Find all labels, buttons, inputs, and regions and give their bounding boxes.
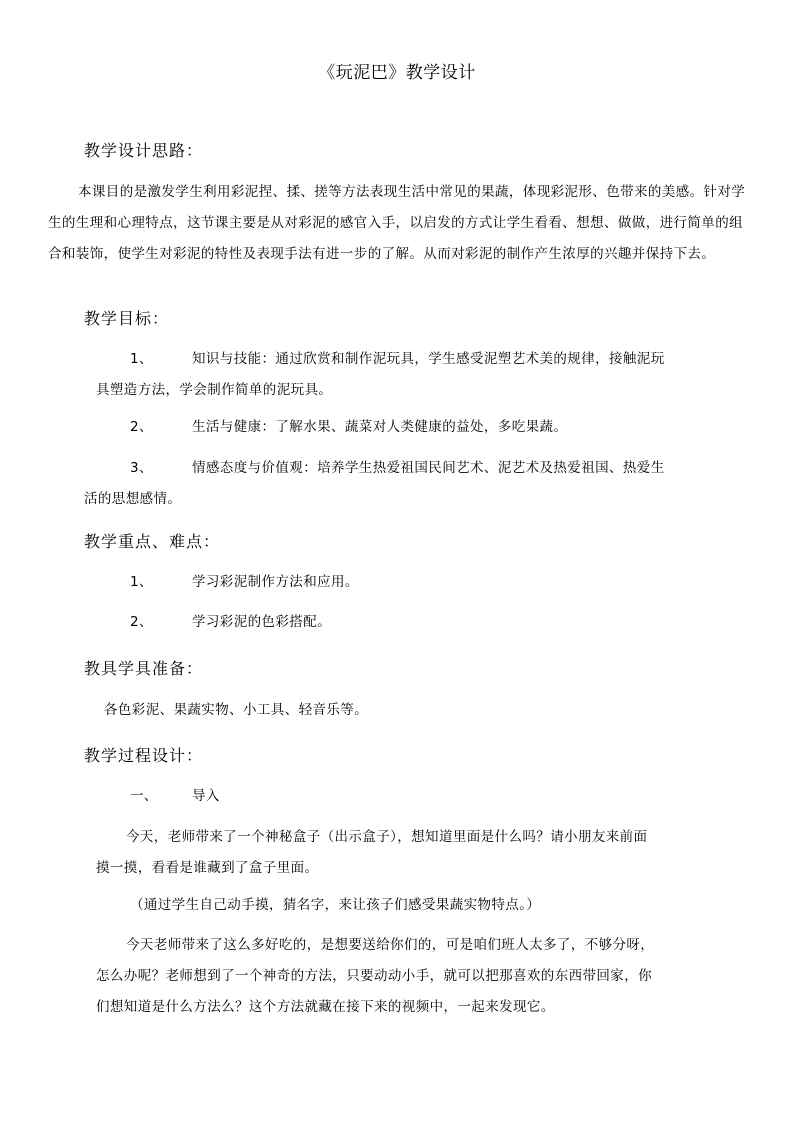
heading-process: 教学过程设计： — [84, 746, 204, 765]
key-point-text: 学习彩泥的色彩搭配。 — [192, 614, 331, 630]
process-paragraph-1-line-1: 今天，老师带来了一个神秘盒子（出示盒子），想知道里面是什么吗？请小朋友来前面 — [126, 829, 648, 845]
heading-design-idea: 教学设计思路： — [84, 141, 204, 160]
heading-materials: 教具学具准备： — [84, 659, 204, 678]
heading-key-points: 教学重点、难点： — [84, 532, 221, 551]
process-paragraph-2 — [96, 930, 756, 1023]
process-paragraph-2-line-3: 们想知道是什么方法么？这个方法就藏在接下来的视频中，一起来发现它。 — [96, 999, 555, 1015]
goal-item-number: 2、 — [130, 419, 153, 435]
goal-item-number: 1、 — [130, 351, 153, 367]
design-idea-paragraph: 本课目的是激发学生利用彩泥捏、揉、搓等方法表现生活中常见的果蔬，体现彩泥形、色带来的美感。针对学生的生理和心理特点，这节课主要是从对彩泥的感官入手，以启发的方式让学生看看、想想、做做，进行简单的组合和装饰，使学生对彩泥的特性及表现手法有进一步的了解。从而对彩泥的制作产生浓厚的兴趣并保持下去。 — [48, 184, 746, 262]
process-paragraph-1-line-2: 摸一摸，看看是谁藏到了盒子里面。 — [96, 860, 319, 876]
heading-goals: 教学目标： — [84, 309, 170, 328]
goal-item-text: 知识与技能：通过欣赏和制作泥玩具，学生感受泥塑艺术美的规律，接触泥玩 — [192, 351, 665, 367]
goal-item-text-continued: 具塑造方法，学会制作简单的泥玩具。 — [96, 382, 333, 398]
process-paragraph-2-line-1: 今天老师带来了这么多好吃的，是想要送给你们的，可是咱们班人太多了，不够分呀， — [126, 937, 655, 953]
document-title: 《玩泥巴》教学设计 — [318, 63, 476, 83]
key-point-number: 1、 — [130, 574, 153, 590]
materials-text: 各色彩泥、果蔬实物、小工具、轻音乐等。 — [104, 702, 369, 718]
goal-item-text-continued: 活的思想感情。 — [84, 491, 182, 507]
goal-item-1 — [0, 344, 794, 406]
goal-item-number: 3、 — [130, 460, 153, 476]
goal-item-3 — [0, 453, 794, 515]
process-paragraph-1 — [96, 822, 756, 884]
process-note: （通过学生自己动手摸，猜名字，来让孩子们感受果蔬实物特点。） — [130, 897, 541, 913]
key-point-number: 2、 — [130, 614, 153, 630]
key-point-text: 学习彩泥制作方法和应用。 — [192, 574, 359, 590]
process-step-number: 一、 — [130, 788, 158, 804]
goal-item-text: 情感态度与价值观：培养学生热爱祖国民间艺术、泥艺术及热爱祖国、热爱生 — [192, 460, 665, 476]
process-step-label: 导入 — [192, 788, 220, 804]
goal-item-text: 生活与健康：了解水果、蔬菜对人类健康的益处，多吃果蔬。 — [192, 419, 568, 435]
process-paragraph-2-line-2: 怎么办呢？老师想到了一个神奇的方法，只要动动小手，就可以把那喜欢的东西带回家，你 — [96, 968, 652, 984]
